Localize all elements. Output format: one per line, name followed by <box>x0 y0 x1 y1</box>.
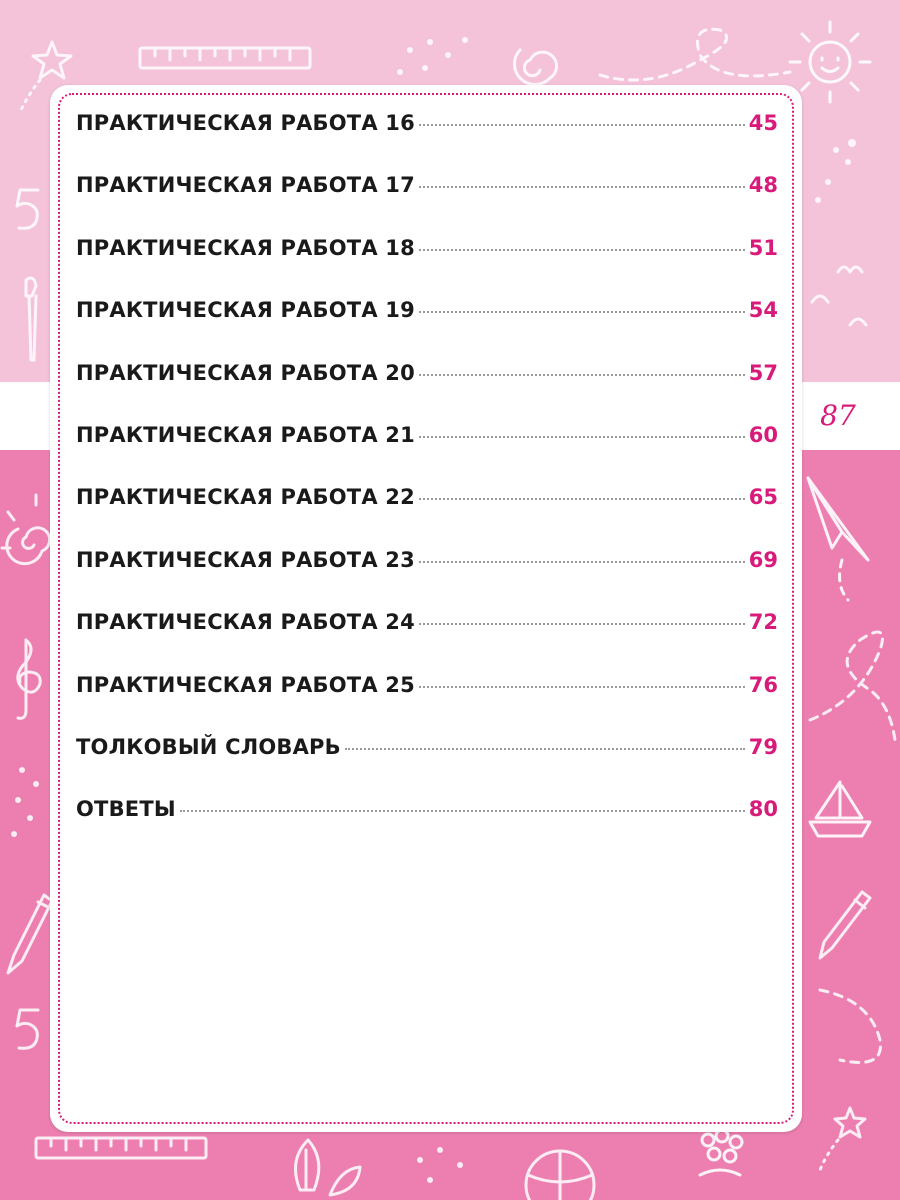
toc-entry[interactable] <box>76 167 778 229</box>
pencil-doodle-icon <box>820 892 870 958</box>
dot-leader <box>419 623 745 625</box>
swirl-doodle-icon <box>2 495 50 564</box>
toc-entry-title: ПРАКТИЧЕСКАЯ РАБОТА 23 <box>76 547 415 572</box>
table-of-contents <box>76 105 778 854</box>
toc-entry-page-number: 48 <box>748 173 778 198</box>
toc-entry-page-number: 65 <box>748 485 778 510</box>
toc-entry-page-number: 69 <box>748 547 778 572</box>
toc-entry[interactable] <box>76 791 778 853</box>
dot-leader <box>345 748 745 750</box>
toc-entry-page-number: 54 <box>748 298 778 323</box>
toc-entry[interactable] <box>76 355 778 417</box>
sun-doodle-icon <box>790 22 870 102</box>
toc-entry-title: ПРАКТИЧЕСКАЯ РАБОТА 21 <box>76 422 415 447</box>
ruler-doodle-icon <box>36 1138 206 1158</box>
toc-entry[interactable] <box>76 667 778 729</box>
number-five-doodle-icon <box>17 1010 38 1048</box>
ball-doodle-icon <box>526 1151 594 1200</box>
dot-leader <box>180 810 745 812</box>
treble-clef-doodle-icon <box>18 640 40 718</box>
dots-doodle-icon <box>815 139 856 203</box>
toc-entry-title: ПРАКТИЧЕСКАЯ РАБОТА 19 <box>76 298 415 323</box>
dashed-loop-doodle-icon <box>600 29 790 80</box>
dots-doodle-icon <box>11 767 39 837</box>
star-doodle-icon <box>820 1108 865 1170</box>
toc-entry-page-number: 57 <box>748 360 778 385</box>
toc-entry[interactable] <box>76 230 778 292</box>
toc-entry-title: ПРАКТИЧЕСКАЯ РАБОТА 17 <box>76 173 415 198</box>
toc-entry[interactable] <box>76 417 778 479</box>
pencil-doodle-icon <box>8 895 52 973</box>
toc-entry-title: ПРАКТИЧЕСКАЯ РАБОТА 24 <box>76 610 415 635</box>
toc-entry[interactable] <box>76 604 778 666</box>
arch-doodle-icon <box>812 267 866 325</box>
berries-doodle-icon <box>700 1130 742 1175</box>
ruler-doodle-icon <box>140 48 310 68</box>
toc-entry[interactable] <box>76 105 778 167</box>
dot-leader <box>419 249 745 251</box>
toc-entry-page-number: 72 <box>748 610 778 635</box>
dashed-loop-doodle-icon <box>810 632 895 740</box>
toc-entry-page-number: 79 <box>748 734 778 759</box>
toc-entry-title: ОТВЕТЫ <box>76 797 176 822</box>
dots-doodle-icon <box>397 37 468 75</box>
toc-entry-page-number: 51 <box>748 235 778 260</box>
dot-leader <box>419 186 745 188</box>
paper-plane-doodle-icon <box>808 478 868 600</box>
dot-leader <box>419 436 745 438</box>
toc-entry-page-number: 76 <box>748 672 778 697</box>
leaf-doodle-icon <box>296 1140 361 1195</box>
table-of-contents-card <box>50 85 802 1132</box>
paintbrush-doodle-icon <box>26 278 36 360</box>
dot-leader <box>419 686 745 688</box>
toc-entry-page-number: 60 <box>748 422 778 447</box>
toc-entry-title: ПРАКТИЧЕСКАЯ РАБОТА 16 <box>76 111 415 135</box>
swirl-doodle-icon <box>514 50 556 85</box>
dots-doodle-icon <box>417 1147 463 1183</box>
toc-entry[interactable] <box>76 542 778 604</box>
toc-entry-page-number: 80 <box>748 797 778 822</box>
toc-entry[interactable] <box>76 292 778 354</box>
dot-leader <box>419 124 745 126</box>
toc-entry-title: ПРАКТИЧЕСКАЯ РАБОТА 22 <box>76 485 415 510</box>
sailboat-doodle-icon <box>810 782 870 836</box>
toc-entry[interactable] <box>76 729 778 791</box>
page-number: 87 <box>820 399 856 432</box>
toc-entry-title: ПРАКТИЧЕСКАЯ РАБОТА 20 <box>76 360 415 385</box>
number-five-doodle-icon <box>17 190 38 228</box>
toc-entry[interactable] <box>76 479 778 541</box>
toc-entry-title: ПРАКТИЧЕСКАЯ РАБОТА 25 <box>76 672 415 697</box>
dot-leader <box>419 561 745 563</box>
toc-entry-title: ПРАКТИЧЕСКАЯ РАБОТА 18 <box>76 235 415 260</box>
dashed-loop-doodle-icon <box>820 990 881 1063</box>
dot-leader <box>419 498 745 500</box>
toc-entry-title: ТОЛКОВЫЙ СЛОВАРЬ <box>76 734 341 759</box>
dot-leader <box>419 311 745 313</box>
dot-leader <box>419 374 745 376</box>
toc-entry-page-number: 45 <box>748 111 778 135</box>
